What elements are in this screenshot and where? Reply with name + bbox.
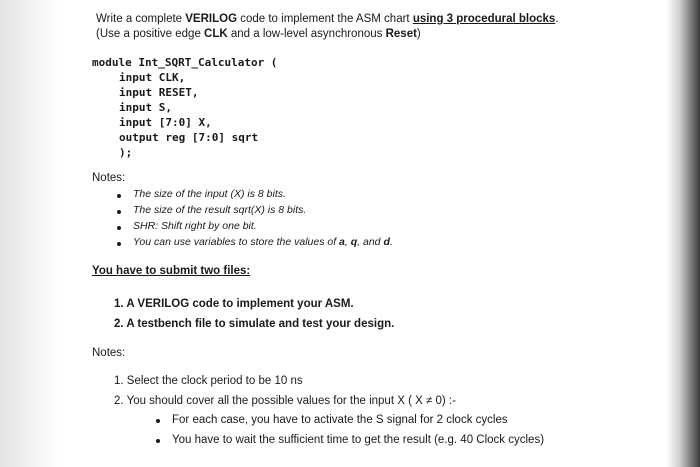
var-a: a bbox=[339, 236, 345, 248]
intro-text: Write a complete bbox=[96, 13, 186, 25]
intro-procedural-blocks: using 3 procedural blocks bbox=[412, 13, 556, 25]
note-text: , and bbox=[357, 236, 384, 248]
code-line: output reg [7:0] sqrt bbox=[119, 131, 259, 144]
bullet-icon bbox=[117, 210, 121, 214]
code-line: input S, bbox=[119, 101, 172, 114]
bullet-icon bbox=[156, 419, 160, 423]
intro-verilog: VERILOG bbox=[185, 13, 238, 25]
intro-text: . bbox=[555, 13, 559, 25]
intro-reset: Reset bbox=[385, 28, 417, 40]
note2-item: 1. Select the clock period to be 10 ns bbox=[114, 375, 303, 387]
intro-text: ) bbox=[416, 28, 421, 40]
submit-item: 2. A testbench file to simulate and test your design. bbox=[114, 318, 395, 330]
note2-sub-item: You have to wait the sufficient time to get the result (e.g. 40 Clock cycles) bbox=[172, 434, 545, 446]
note-item-variables bbox=[133, 236, 393, 248]
var-q: q bbox=[350, 236, 358, 248]
intro-line-2 bbox=[96, 28, 421, 40]
note2-item: 2. You should cover all the possible values for the input X ( X ≠ 0) :- bbox=[114, 395, 456, 407]
code-line: input [7:0] X, bbox=[119, 116, 212, 129]
note-text: , bbox=[344, 236, 351, 248]
note-text: You can use variables to store the values of bbox=[133, 236, 340, 248]
note-item: The size of the result sqrt(X) is 8 bits. bbox=[133, 204, 307, 216]
intro-text: (Use a positive edge bbox=[96, 28, 205, 40]
intro-clk: CLK bbox=[204, 28, 228, 40]
code-line: input RESET, bbox=[119, 86, 199, 99]
bullet-icon bbox=[117, 242, 121, 246]
bullet-icon bbox=[117, 194, 121, 198]
notes-heading: Notes: bbox=[92, 172, 126, 184]
intro-text: code to implement the ASM chart bbox=[237, 13, 413, 25]
var-d: d bbox=[383, 236, 390, 248]
note-item: The size of the input (X) is 8 bits. bbox=[133, 188, 286, 200]
page-shadow-right bbox=[666, 0, 700, 467]
note-item: SHR: Shift right by one bit. bbox=[133, 220, 257, 232]
note-text: . bbox=[389, 236, 393, 248]
notes-heading: Notes: bbox=[92, 347, 126, 359]
submit-heading: You have to submit two files: bbox=[92, 265, 251, 277]
intro-line-1 bbox=[96, 13, 559, 25]
bullet-icon bbox=[156, 439, 160, 443]
code-line: ); bbox=[119, 146, 133, 159]
submit-item: 1. A VERILOG code to implement your ASM. bbox=[114, 298, 354, 310]
page-shadow-left bbox=[0, 0, 60, 467]
code-line: module Int_SQRT_Calculator ( bbox=[92, 56, 278, 69]
note2-sub-item: For each case, you have to activate the S signal for 2 clock cycles bbox=[172, 414, 508, 426]
intro-text: and a low-level asynchronous bbox=[227, 28, 386, 40]
bullet-icon bbox=[117, 226, 121, 230]
code-line: input CLK, bbox=[119, 71, 186, 84]
